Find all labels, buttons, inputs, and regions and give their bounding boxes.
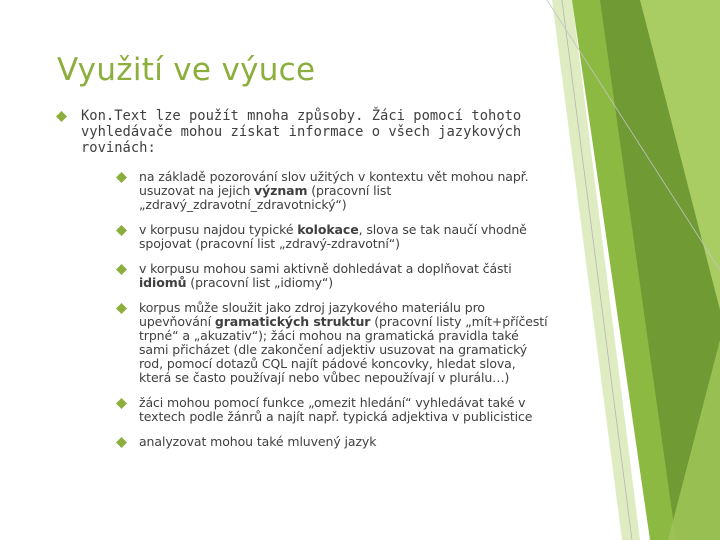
emphasis-term: idiomů [139,275,187,290]
diamond-bullet-icon [116,437,127,448]
sub-bullet-item [116,301,556,385]
slide-content [56,108,556,460]
sub-bullet-item [116,262,556,290]
diamond-bullet-icon [116,225,127,236]
diamond-bullet-icon [116,172,127,183]
emphasis-term: gramatických struktur [214,314,371,329]
diamond-bullet-icon [116,303,127,314]
text-segment: (pracovní list „idiomy“) [186,275,334,290]
sub-bullet-item [116,223,556,251]
text-segment: korpus může sloužit jako zdroj jazykového materiálu pro upevňování [139,300,485,329]
text-segment: , slova se tak naučí vhodně spojovat (pracovní list „zdravý-zdravotní“) [139,222,527,251]
text-segment: na základě pozorování slov užitých v kontextu vět mohou např. usuzovat na jejich [139,169,529,198]
slide-title: Využití ve výuce [57,52,316,88]
diamond-bullet-icon [56,111,67,122]
sub-bullet-text [139,396,556,424]
sub-bullet-text [139,262,556,290]
diamond-bullet-icon [116,264,127,275]
sub-bullet-text [139,170,556,212]
text-segment: v korpusu najdou typické [139,222,298,237]
text-segment: analyzovat mohou také mluvený jazyk [139,434,377,449]
sub-bullet-item [116,435,556,449]
main-bullet-text: Kon.Text lze použít mnoha způsoby. Žáci pomocí tohoto vyhledávače mohou získat informace o všech jazykových rovinách: [81,108,522,156]
text-segment: žáci mohou pomocí funkce „omezit hledání“ vyhledávat také v textech podle žánrů a najít např. typická adjektiva v publicistice [139,395,533,424]
text-segment: (pracovní list „zdravý_zdravotní_zdravotnický“) [139,183,392,212]
sub-bullet-text [139,301,556,385]
sub-bullet-item [116,170,556,212]
diamond-bullet-icon [116,398,127,409]
main-bullet-item [56,108,556,449]
sub-bullet-text [139,435,556,449]
sub-bullet-list [81,170,556,449]
emphasis-term: kolokace [297,222,359,237]
sub-bullet-text [139,223,556,251]
text-segment: v korpusu mohou sami aktivně dohledávat a doplňovat části [139,261,512,276]
sub-bullet-item [116,396,556,424]
text-segment: (pracovní listy „mít+příčestí trpné“ a „akuzativ“); žáci mohou na gramatická pravidla také sami přicházet (dle zakončení adjektiv usuzovat na gramatický rod, pomocí dotazů CQL najít pádové koncovky, hledat slova, která se často používají nebo vůbec nepoužívají v plurálu…) [139,314,548,385]
emphasis-term: význam [254,183,308,198]
